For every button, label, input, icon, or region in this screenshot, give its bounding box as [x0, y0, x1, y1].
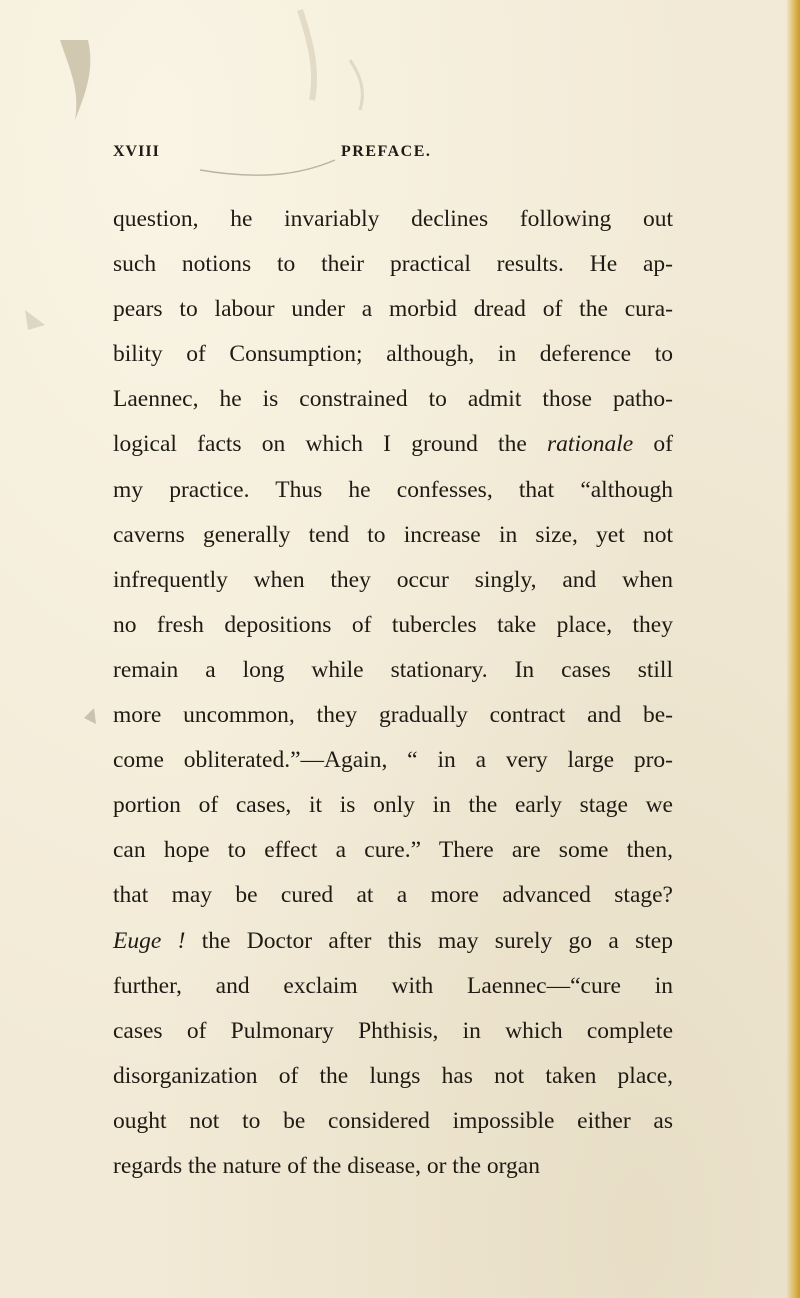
text-segment: portion of cases, it is only in the early stage we	[113, 792, 673, 819]
text-line	[113, 1144, 673, 1189]
page-edge-binding	[786, 0, 800, 1298]
text-line	[113, 468, 673, 513]
text-line	[113, 828, 673, 873]
page-header	[113, 143, 673, 165]
text-segment: Laennec, he is constrained to admit those patho-	[113, 386, 673, 413]
italic-text: Euge !	[113, 927, 186, 954]
italic-text: rationale	[547, 431, 634, 458]
running-head: PREFACE.	[341, 143, 432, 160]
text-line	[113, 693, 673, 738]
text-line	[113, 287, 673, 332]
text-segment: regards the nature of the disease, or the organ	[113, 1152, 540, 1179]
text-segment: that may be cured at a more advanced stage?	[113, 882, 673, 909]
text-segment: of	[633, 431, 673, 458]
text-line	[113, 873, 673, 918]
text-line	[113, 964, 673, 1009]
text-line	[113, 1009, 673, 1054]
text-line	[113, 648, 673, 693]
text-segment: such notions to their practical results. He ap-	[113, 251, 673, 278]
text-line	[113, 603, 673, 648]
text-line	[113, 422, 673, 467]
text-segment: more uncommon, they gradually contract and be-	[113, 702, 673, 729]
text-segment: disorganization of the lungs has not taken place,	[113, 1062, 673, 1089]
text-line	[113, 919, 673, 964]
text-line	[113, 242, 673, 287]
text-line	[113, 332, 673, 377]
text-segment: ought not to be considered impossible either as	[113, 1107, 673, 1134]
text-segment: logical facts on which I ground the	[113, 431, 548, 458]
text-segment: bility of Consumption; although, in deference to	[113, 341, 673, 368]
text-segment: cases of Pulmonary Phthisis, in which complete	[113, 1017, 673, 1044]
text-segment: the Doctor after this may surely go a step	[185, 927, 673, 954]
text-line	[113, 738, 673, 783]
text-segment: pears to labour under a morbid dread of the cura-	[113, 296, 673, 323]
text-line	[113, 377, 673, 422]
text-segment: no fresh depositions of tubercles take place, they	[113, 611, 673, 638]
text-line	[113, 783, 673, 828]
text-segment: caverns generally tend to increase in size, yet not	[113, 521, 673, 548]
text-line	[113, 1099, 673, 1144]
text-line	[113, 513, 673, 558]
text-segment: my practice. Thus he confesses, that “although	[113, 476, 673, 503]
text-segment: question, he invariably declines following out	[113, 206, 673, 232]
text-segment: can hope to effect a cure.” There are some then,	[113, 837, 673, 864]
text-segment: remain a long while stationary. In cases still	[113, 656, 673, 683]
text-line	[113, 1054, 673, 1099]
body-text	[113, 197, 673, 1189]
text-segment: further, and exclaim with Laennec—“cure in	[113, 972, 673, 999]
text-line	[113, 558, 673, 603]
text-segment: infrequently when they occur singly, and when	[113, 566, 673, 593]
text-line	[113, 197, 673, 242]
text-segment: come obliterated.”—Again, “ in a very large pro-	[113, 747, 673, 774]
page-number: XVIII	[113, 143, 160, 160]
